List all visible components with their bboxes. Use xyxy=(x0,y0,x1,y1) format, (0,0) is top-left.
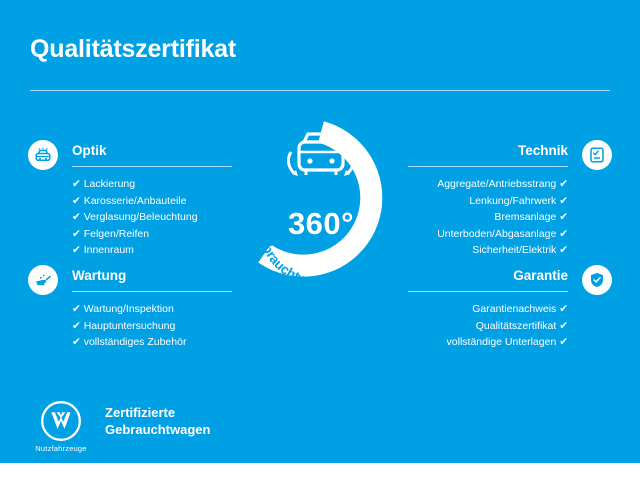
list-item: ✔ Felgen/Reifen xyxy=(72,227,150,240)
list-item: ✔ Lackierung xyxy=(72,178,136,190)
brand-logo xyxy=(33,400,89,453)
block-technik-title: Technik xyxy=(517,143,568,158)
list-item: ✔ Karosserie/Anbauteile xyxy=(72,194,187,207)
block-technik-divider xyxy=(408,166,568,167)
list-item: ✔ Hauptuntersuchung xyxy=(72,319,176,332)
list-item: vollständige Unterlagen ✔ xyxy=(446,336,568,348)
block-garantie-items xyxy=(378,301,568,351)
list-item: ✔ vollständiges Zubehör xyxy=(72,336,187,348)
list-item: Unterboden/Abgasanlage ✔ xyxy=(437,227,568,240)
block-technik-items xyxy=(378,176,568,259)
list-item: Sicherheit/Elektrik ✔ xyxy=(472,244,568,256)
block-wartung-items xyxy=(72,301,262,351)
footer-claim-line2: Gebrauchtwagen xyxy=(105,422,211,437)
list-item: ✔ Verglasung/Beleuchtung xyxy=(72,211,198,223)
block-optik-title: Optik xyxy=(72,143,107,158)
list-item: Qualitätszertifikat ✔ xyxy=(475,319,568,332)
brand-subtitle: Nutzfahrzeuge xyxy=(35,444,87,453)
list-item: Aggregate/Antriebsstrang ✔ xyxy=(437,178,568,190)
list-item: ✔ Wartung/Inspektion xyxy=(72,303,174,315)
list-item: Lenkung/Fahrwerk ✔ xyxy=(469,194,568,207)
vw-logo-icon xyxy=(40,400,82,442)
page-title: Qualitätszertifikat xyxy=(30,35,236,63)
block-wartung xyxy=(72,268,262,351)
block-wartung-title: Wartung xyxy=(72,268,127,283)
footer-claim-line1: Zertifizierte xyxy=(105,405,176,420)
bottom-bar xyxy=(0,463,640,480)
block-optik-items xyxy=(72,176,262,259)
oil-can-icon xyxy=(28,265,58,295)
checklist-icon xyxy=(582,140,612,170)
block-optik-divider xyxy=(72,166,232,167)
block-wartung-divider xyxy=(72,291,232,292)
car-wash-icon xyxy=(28,140,58,170)
badge-ring-label: Gebrauchtwagen-Check xyxy=(254,227,377,290)
block-optik xyxy=(72,143,262,259)
list-item: Garantienachweis ✔ xyxy=(472,303,568,315)
shield-check-icon xyxy=(582,265,612,295)
header-divider xyxy=(30,90,610,91)
block-garantie-title: Garantie xyxy=(513,268,568,283)
badge-center-label: 360° xyxy=(287,206,355,241)
list-item: Bremsanlage ✔ xyxy=(494,211,568,223)
block-garantie xyxy=(378,268,568,351)
block-technik xyxy=(378,143,568,259)
list-item: ✔ Innenraum xyxy=(72,244,134,256)
block-garantie-divider xyxy=(408,291,568,292)
footer-claim xyxy=(105,404,210,438)
